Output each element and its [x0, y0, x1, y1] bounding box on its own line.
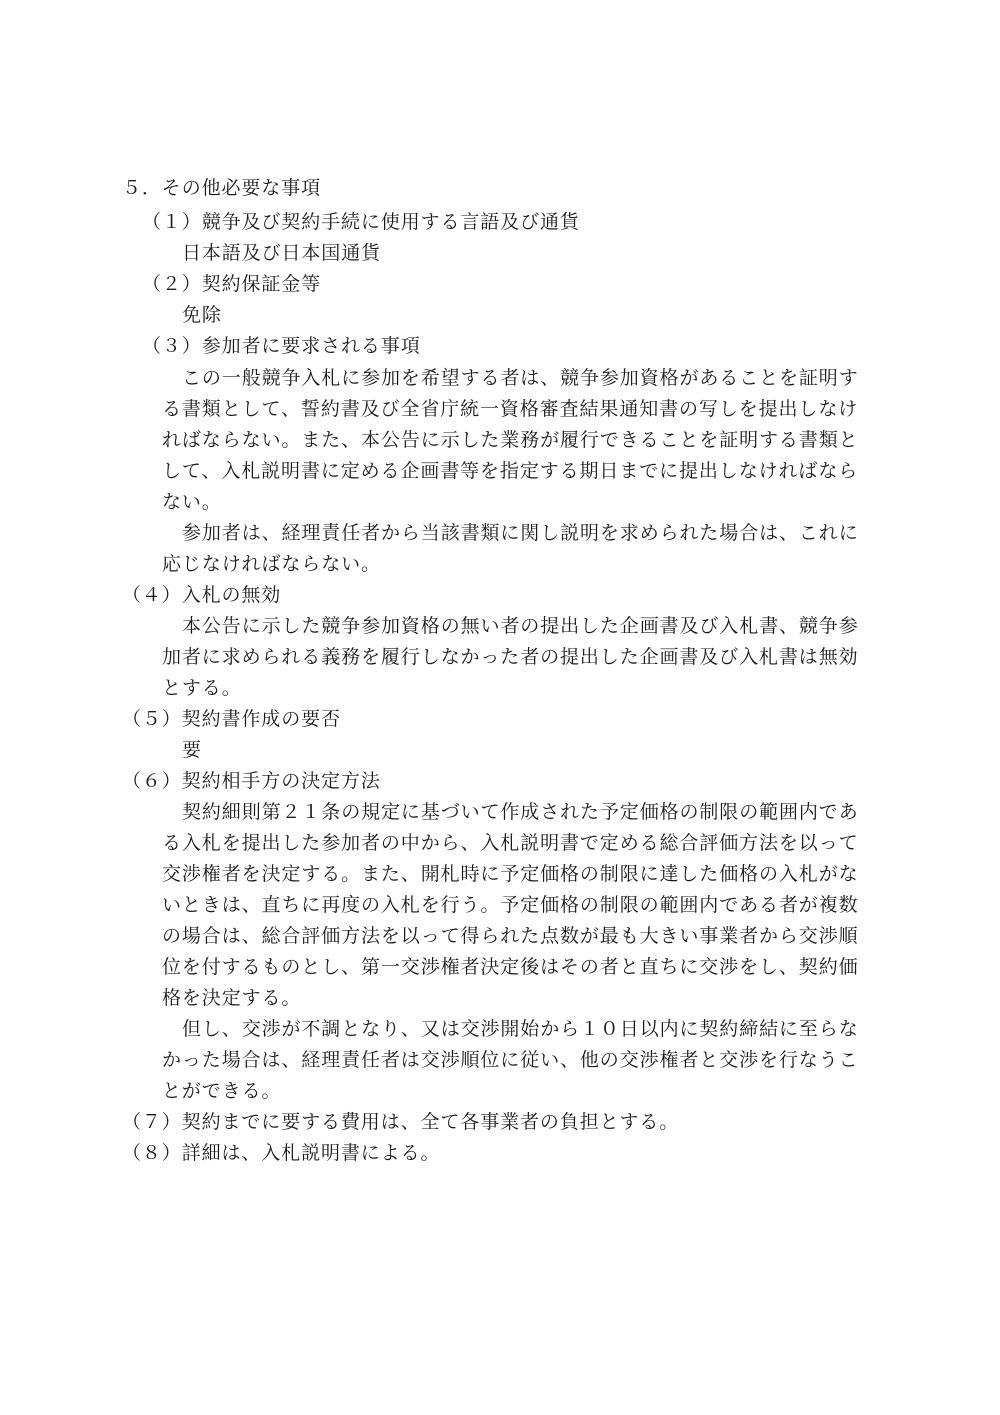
item-6-line: 但し、交渉が不調となり、又は交渉開始から１０日以内に契約締結に至らな: [182, 1018, 859, 1040]
item-3-line: 応じなければならない。: [162, 553, 381, 575]
item-4-line: とする。: [162, 677, 242, 699]
item-6-line: かった場合は、経理責任者は交渉順位に従い、他の交渉権者と交渉を行なうこ: [162, 1049, 859, 1071]
item-2-body: 免除: [182, 304, 222, 326]
item-1-body: 日本語及び日本国通貨: [182, 242, 382, 264]
item-3-line: この一般競争入札に参加を希望する者は、競争参加資格があることを証明す: [182, 367, 859, 389]
section-heading: ５．その他必要な事項: [122, 177, 322, 199]
item-4-label: （４）入札の無効: [122, 584, 282, 606]
item-3-line: 参加者は、経理責任者から当該書類に関し説明を求められた場合は、これに: [182, 522, 859, 544]
item-7-label: （７）契約までに要する費用は、全て各事業者の負担とする。: [122, 1111, 680, 1133]
item-6-line: いときは、直ちに再度の入札を行う。予定価格の制限の範囲内である者が複数: [162, 894, 859, 916]
item-5-body: 要: [182, 739, 202, 761]
item-5-label: （５）契約書作成の要否: [122, 708, 341, 730]
item-4-line: 本公告に示した競争参加資格の無い者の提出した企画書及び入札書、競争参: [182, 615, 859, 637]
item-6-line: る入札を提出した参加者の中から、入札説明書で定める総合評価方法を以って: [162, 832, 859, 854]
item-8-label: （８）詳細は、入札説明書による。: [122, 1142, 441, 1164]
item-4-line: 加者に求められる義務を履行しなかった者の提出した企画書及び入札書は無効: [162, 646, 859, 668]
item-6-line: とができる。: [162, 1080, 282, 1102]
item-6-line: の場合は、総合評価方法を以って得られた点数が最も大きい事業者から交渉順: [162, 925, 859, 947]
item-3-line: して、入札説明書に定める企画書等を指定する期日までに提出しなければなら: [162, 460, 859, 482]
item-3-line: る書類として、誓約書及び全省庁統一資格審査結果通知書の写しを提出しなけ: [162, 398, 859, 420]
item-6-line: 格を決定する。: [162, 987, 302, 1009]
item-6-label: （６）契約相手方の決定方法: [122, 770, 381, 792]
item-2-label: （２）契約保証金等: [142, 273, 322, 295]
item-1-label: （１）競争及び契約手続に使用する言語及び通貨: [142, 211, 580, 233]
item-6-line: 交渉権者を決定する。また、開札時に予定価格の制限に達した価格の入札がな: [162, 863, 859, 885]
item-6-line: 位を付するものとし、第一交渉権者決定後はその者と直ちに交渉をし、契約価: [162, 956, 859, 978]
item-3-label: （３）参加者に要求される事項: [142, 335, 421, 357]
item-6-line: 契約細則第２１条の規定に基づいて作成された予定価格の制限の範囲内であ: [182, 801, 859, 823]
item-3-line: ない。: [162, 491, 222, 513]
item-3-line: ればならない。また、本公告に示した業務が履行できることを証明する書類と: [162, 429, 859, 451]
